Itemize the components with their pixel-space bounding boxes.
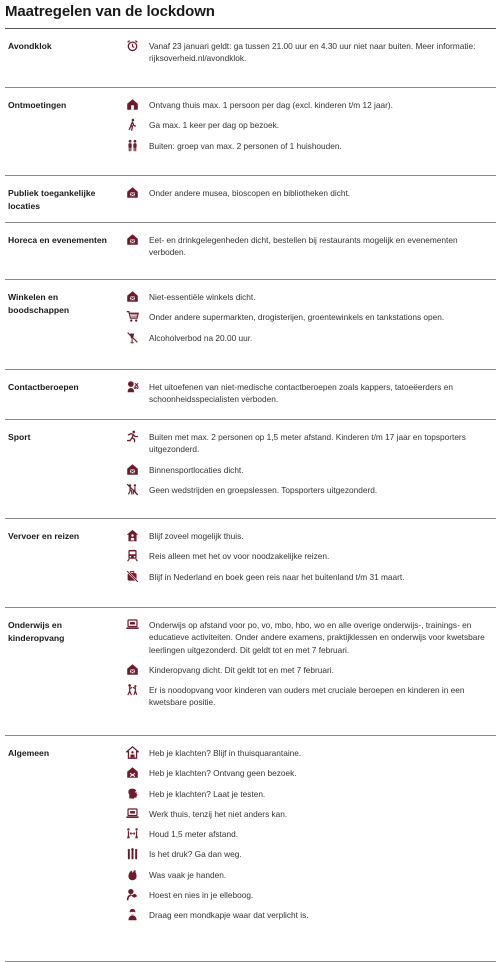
list-item-text: Hoest en nies in je elleboog.: [149, 890, 254, 901]
list-item: [121, 745, 496, 759]
list-item: [121, 846, 496, 860]
list-item-text: Blijf zoveel mogelijk thuis.: [149, 531, 244, 541]
no-visitors-icon: [121, 765, 143, 779]
list-item-text: Kinderopvang dicht. Dit geldt tot en met 7 februari.: [149, 664, 334, 675]
list-item-text: Heb je klachten? Ontvang geen bezoek.: [149, 768, 297, 779]
section-7: [5, 519, 496, 608]
closed-building-icon: [121, 462, 143, 476]
section-5: [5, 370, 496, 420]
section-2: [5, 176, 496, 223]
list-item-text: Buiten: groep van max. 2 personen of 1 huishouden.: [149, 140, 342, 151]
section-items: [121, 736, 496, 961]
section-title: Contactberoepen: [8, 382, 79, 392]
list-item: [121, 826, 496, 840]
list-item-text: Ontvang thuis max. 1 persoon per dag (excl. kinderen t/m 12 jaar).: [149, 100, 393, 110]
list-item: [121, 662, 496, 676]
measures-table: [5, 29, 496, 962]
list-item: [121, 185, 496, 199]
list-item: [121, 232, 496, 259]
list-item: [121, 617, 496, 656]
laptop-icon: [121, 806, 143, 820]
section-items: [121, 420, 496, 518]
closed-building-icon: [121, 185, 143, 199]
section-title: Horeca en evenementen: [8, 235, 107, 245]
section-title: Winkelen en boodschappen: [8, 292, 70, 315]
list-item-text: Onder andere musea, bioscopen en bibliotheken dicht.: [149, 188, 351, 198]
section-8: [5, 608, 496, 736]
list-item-text: Draag een mondkapje waar dat verplicht is.: [149, 910, 309, 921]
section-title: Vervoer en reizen: [8, 531, 80, 541]
list-item: [121, 765, 496, 779]
distance-icon: [121, 826, 143, 840]
section-items: [121, 88, 496, 175]
stay-home-icon: [121, 528, 143, 542]
list-item-text: Heb je klachten? Blijf in thuisquarantaine.: [149, 748, 302, 758]
alarm-clock-icon: [121, 38, 143, 52]
list-item-text: Buiten met max. 2 personen op 1,5 meter afstand. Kinderen t/m 17 jaar en topsporters uitgezonderd.: [149, 432, 466, 455]
list-item: [121, 482, 496, 496]
list-item-text: Er is noodopvang voor kinderen van ouders met cruciale beroepen en kinderen in een kwetsbare positie.: [149, 685, 465, 708]
section-title: Algemeen: [8, 748, 50, 758]
section-title: Ontmoetingen: [8, 100, 67, 110]
list-item: [121, 682, 496, 709]
section-title: Avondklok: [8, 41, 52, 51]
list-item-text: Onderwijs op afstand voor po, vo, mbo, hbo, wo en alle overige onderwijs-, trainings- en educatieve activiteiten. Onder andere examens, praktijklessen en onderwijs voor kwetsbare leerlingen uitgezonderd. Dit geldt tot en met 7 februari.: [149, 620, 485, 655]
face-mask-icon: [121, 907, 143, 921]
cough-elbow-icon: [121, 887, 143, 901]
list-item-text: Ga max. 1 keer per dag op bezoek.: [149, 120, 280, 131]
list-item: [121, 786, 496, 800]
walking-person-icon: [121, 117, 143, 131]
closed-building-icon: [121, 289, 143, 303]
section-items: [121, 223, 496, 279]
list-item: [121, 289, 496, 303]
list-item-text: Is het druk? Ga dan weg.: [149, 849, 242, 860]
list-item: [121, 867, 496, 881]
list-item: [121, 117, 496, 131]
list-item: [121, 138, 496, 152]
list-item: [121, 528, 496, 542]
section-items: [121, 370, 496, 419]
running-person-icon: [121, 429, 143, 443]
section-6: [5, 420, 496, 519]
list-item: [121, 569, 496, 583]
list-item: [121, 379, 496, 406]
list-item: [121, 548, 496, 562]
no-travel-icon: [121, 569, 143, 583]
section-0: [5, 29, 496, 88]
section-items: [121, 280, 496, 369]
list-item: [121, 462, 496, 476]
page-title: Maatregelen van de lockdown: [5, 0, 496, 29]
section-items: [121, 29, 496, 87]
list-item-text: Geen wedstrijden en groepslessen. Topsporters uitgezonderd.: [149, 484, 378, 495]
quarantine-house-icon: [121, 745, 143, 759]
list-item: [121, 887, 496, 901]
test-head-icon: [121, 786, 143, 800]
list-item-text: Vanaf 23 januari geldt: ga tussen 21.00 uur en 4.30 uur niet naar buiten. Meer informatie: rijksoverheid.nl/avondklok.: [149, 41, 476, 64]
closed-building-icon: [121, 232, 143, 246]
laptop-icon: [121, 617, 143, 631]
section-3: [5, 223, 496, 280]
list-item: [121, 907, 496, 921]
list-item-text: Heb je klachten? Laat je testen.: [149, 788, 266, 799]
train-icon: [121, 548, 143, 562]
list-item-text: Houd 1,5 meter afstand.: [149, 829, 239, 840]
list-item-text: Was vaak je handen.: [149, 869, 227, 880]
no-group-sport-icon: [121, 482, 143, 496]
list-item-text: Binnensportlocaties dicht.: [149, 464, 244, 475]
list-item-text: Het uitoefenen van niet-medische contactberoepen zoals kappers, tatoeëerders en schoonheidsspecialisten verboden.: [149, 382, 453, 405]
list-item-text: Reis alleen met het ov voor noodzakelijke reizen.: [149, 551, 330, 562]
two-people-icon: [121, 138, 143, 152]
section-items: [121, 176, 496, 222]
list-item-text: Niet-essentiële winkels dicht.: [149, 292, 256, 302]
section-items: [121, 608, 496, 735]
section-title: Sport: [8, 432, 31, 442]
list-item: [121, 429, 496, 456]
wash-hands-icon: [121, 867, 143, 881]
children-icon: [121, 682, 143, 696]
closed-building-icon: [121, 662, 143, 676]
list-item-text: Blijf in Nederland en boek geen reis naar het buitenland t/m 31 maart.: [149, 571, 405, 582]
list-item-text: Onder andere supermarkten, drogisterijen, groentewinkels en tankstations open.: [149, 312, 445, 323]
list-item: [121, 806, 496, 820]
section-9: [5, 736, 496, 962]
crowd-icon: [121, 846, 143, 860]
list-item-text: Alcoholverbod na 20.00 uur.: [149, 332, 253, 343]
list-item: [121, 38, 496, 65]
shopping-cart-icon: [121, 309, 143, 323]
list-item: [121, 309, 496, 323]
section-1: [5, 88, 496, 176]
section-title: Publiek toegankelijke locaties: [8, 188, 96, 211]
section-items: [121, 519, 496, 607]
list-item-text: Eet- en drinkgelegenheden dicht, bestellen bij restaurants mogelijk en evenementen verboden.: [149, 235, 458, 258]
section-4: [5, 280, 496, 370]
section-title: Onderwijs en kinderopvang: [8, 620, 65, 643]
list-item: [121, 97, 496, 111]
no-alcohol-icon: [121, 330, 143, 344]
hairdresser-icon: [121, 379, 143, 393]
house-icon: [121, 97, 143, 111]
list-item-text: Werk thuis, tenzij het niet anders kan.: [149, 808, 288, 819]
list-item: [121, 330, 496, 344]
